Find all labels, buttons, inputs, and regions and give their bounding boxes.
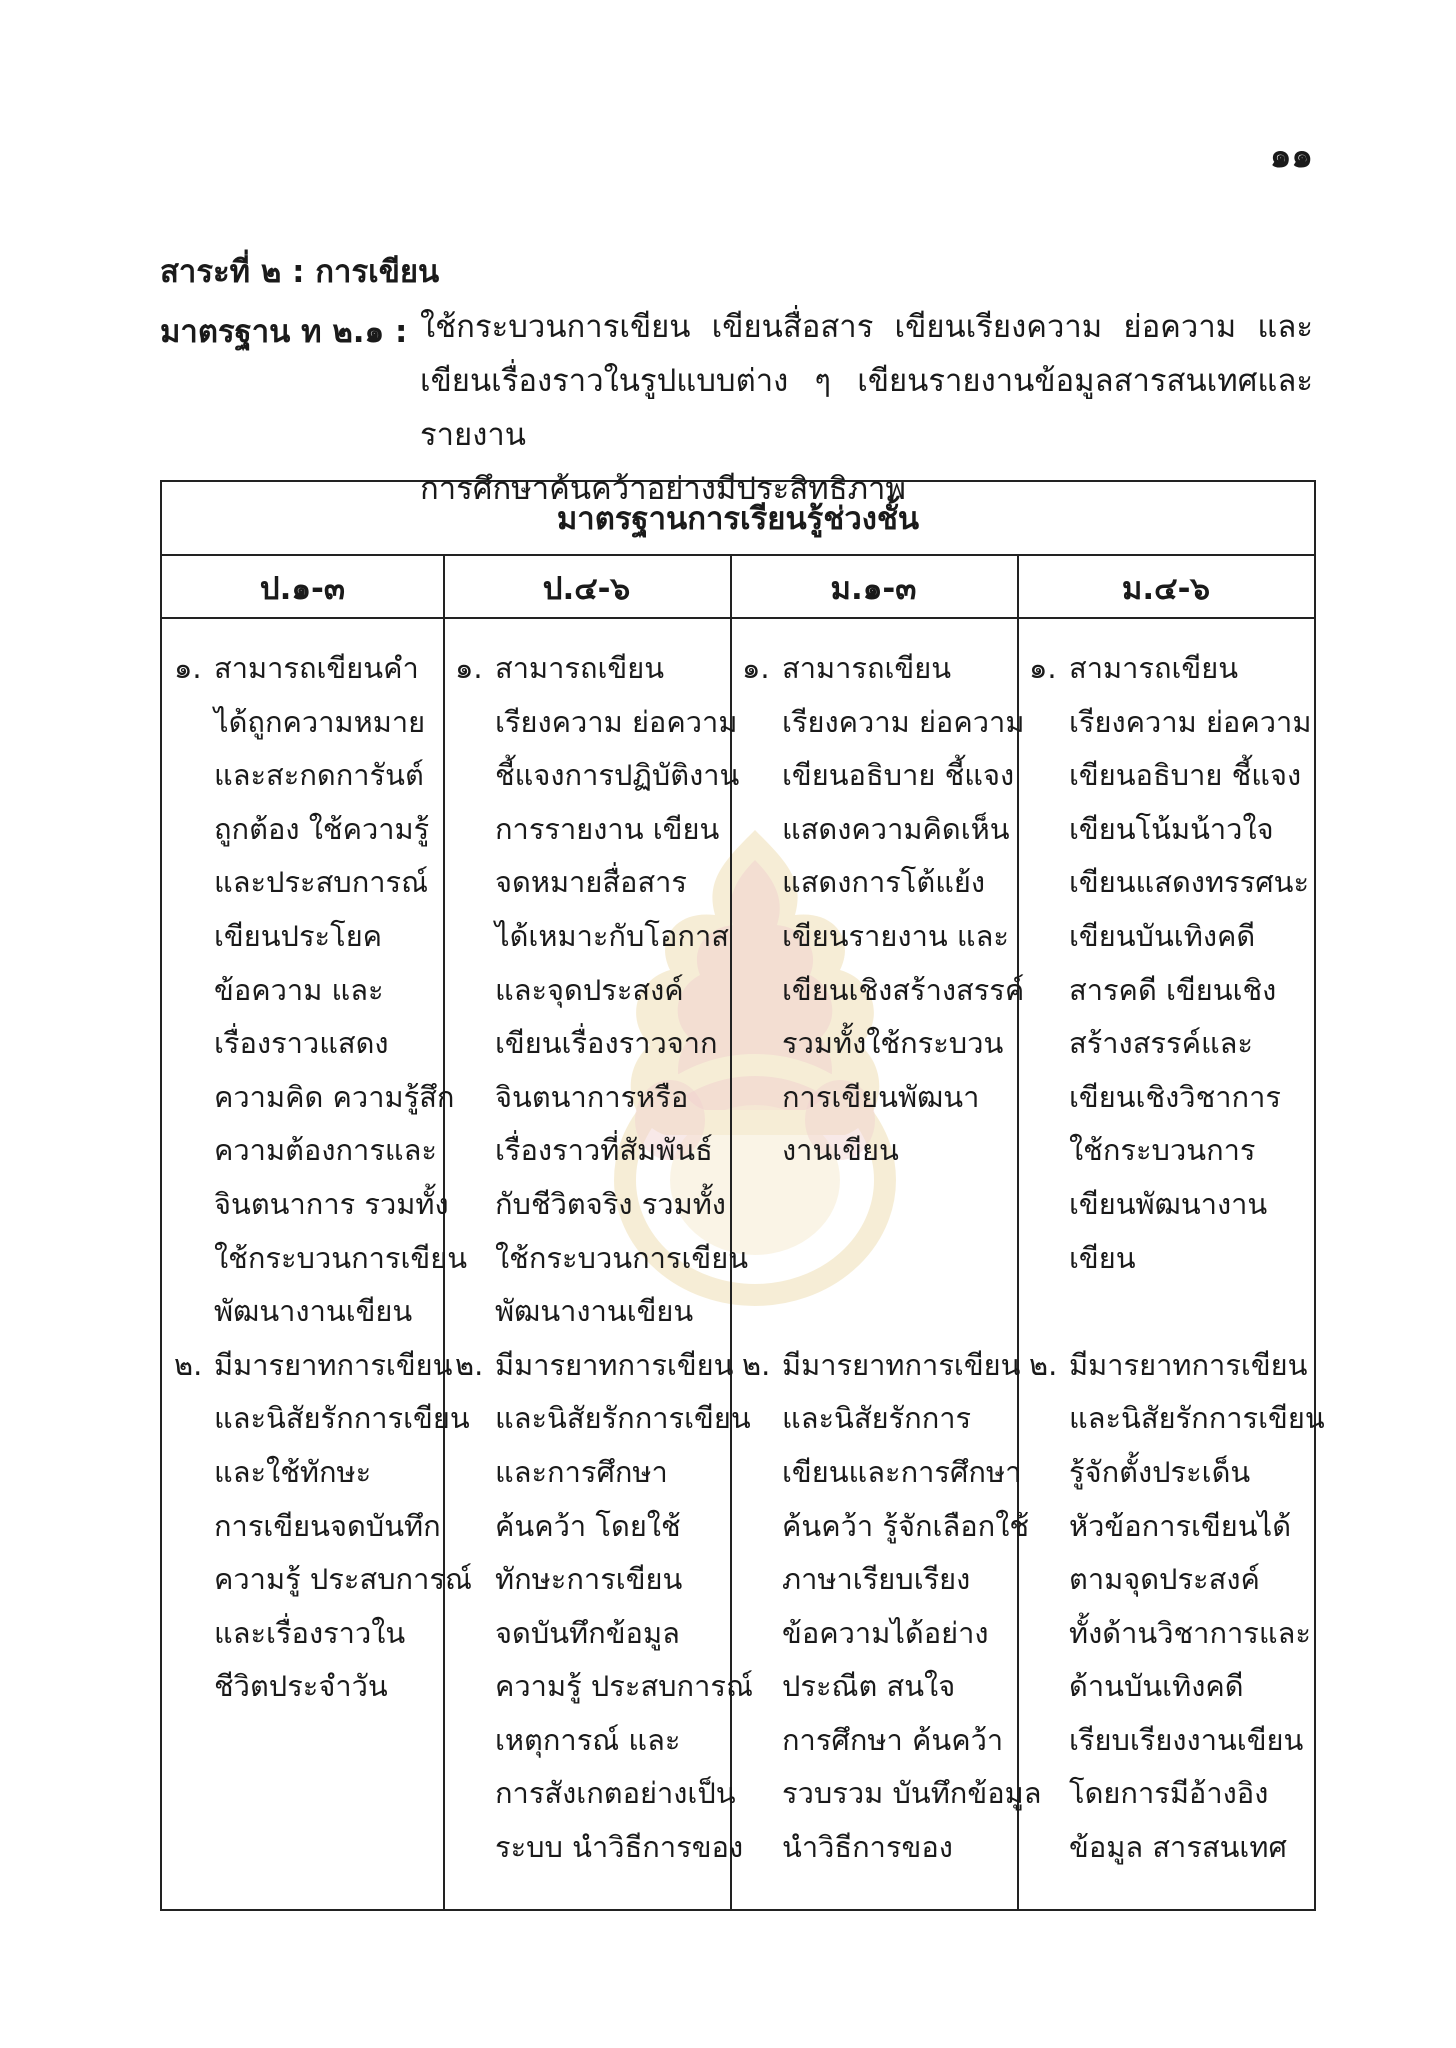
cell-line: เรื่องราวที่สัมพันธ์ bbox=[495, 1133, 713, 1168]
cell-line: มีมารยาทการเขียน bbox=[782, 1347, 1021, 1382]
cell-line: ถูกต้อง ใช้ความรู้ bbox=[214, 811, 430, 846]
section-title: สาระที่ ๒ : การเขียน bbox=[160, 254, 440, 290]
cell-line: การสังเกตอย่างเป็น bbox=[495, 1776, 736, 1811]
column-cell bbox=[730, 642, 1042, 1875]
cell-line: เขียน bbox=[1069, 1240, 1136, 1275]
list-item bbox=[1017, 1339, 1325, 1875]
column-header: ป.๔-๖ bbox=[542, 570, 631, 607]
cell-line: ค้นคว้า รู้จักเลือกใช้ bbox=[782, 1508, 1030, 1543]
cell-line: สามารถเขียน bbox=[495, 651, 665, 685]
list-item bbox=[1017, 642, 1315, 1285]
cell-line: เขียนและการศึกษา bbox=[782, 1454, 1022, 1489]
column-cell bbox=[1017, 642, 1325, 1875]
list-item bbox=[730, 1339, 1042, 1875]
cell-line: ประณีต สนใจ bbox=[782, 1669, 956, 1704]
cell-line: สามารถเขียน bbox=[1069, 651, 1239, 685]
cell-line: จดหมายสื่อสาร bbox=[495, 865, 688, 900]
cell-line: การศึกษา ค้นคว้า bbox=[782, 1722, 1004, 1757]
item-number: ๒. bbox=[1029, 1347, 1058, 1382]
item-number: ๑. bbox=[455, 651, 483, 685]
cell-line: จินตนาการ รวมทั้ง bbox=[214, 1186, 449, 1221]
cell-line: แสดงการโต้แย้ง bbox=[782, 865, 986, 900]
cell-line: รวมทั้งใช้กระบวน bbox=[782, 1026, 1004, 1061]
cell-line: ทักษะการเขียน bbox=[495, 1562, 683, 1597]
cell-line: รู้จักตั้งประเด็น bbox=[1069, 1454, 1251, 1489]
list-item bbox=[443, 1339, 753, 1875]
cell-line: และนิสัยรักการเขียน bbox=[1069, 1401, 1325, 1436]
item-number: ๒. bbox=[174, 1347, 203, 1382]
standard-line: ใช้กระบวนการเขียน เขียนสื่อสาร เขียนเรียงความ ย่อความ และ bbox=[420, 309, 1313, 345]
cell-line: เรียงความ ย่อความ bbox=[495, 704, 738, 739]
cell-line: ใช้กระบวนการเขียน bbox=[495, 1240, 749, 1275]
cell-line: และนิสัยรักการเขียน bbox=[495, 1401, 751, 1436]
cell-line: เรียบเรียงงานเขียน bbox=[1069, 1722, 1304, 1757]
list-item bbox=[162, 642, 468, 1339]
cell-line: ได้เหมาะกับโอกาส bbox=[495, 918, 729, 953]
item-number: ๒. bbox=[742, 1347, 771, 1382]
cell-line: และจุดประสงค์ bbox=[495, 972, 684, 1007]
cell-line: ข้อความได้อย่าง bbox=[782, 1615, 989, 1650]
cell-line: เขียนเชิงวิชาการ bbox=[1069, 1079, 1281, 1114]
standards-table bbox=[160, 480, 1325, 1911]
cell-line: เขียนอธิบาย ชี้แจง bbox=[782, 758, 1015, 793]
cell-line: พัฒนางานเขียน bbox=[214, 1294, 413, 1329]
column-header: ม.๑-๓ bbox=[830, 570, 917, 607]
cell-line: เขียนบันเทิงคดี bbox=[1069, 918, 1256, 953]
cell-line: และประสบการณ์ bbox=[214, 865, 429, 900]
standard-label: มาตรฐาน ท ๒.๑ : bbox=[160, 314, 408, 350]
cell-line: เขียนรายงาน และ bbox=[782, 918, 1009, 953]
list-item bbox=[443, 642, 749, 1339]
cell-line: งานเขียน bbox=[782, 1133, 899, 1168]
cell-line: กับชีวิตจริง รวมทั้ง bbox=[495, 1186, 726, 1221]
cell-line: และนิสัยรักการเขียน bbox=[214, 1401, 470, 1436]
cell-line: ข้อมูล สารสนเทศ bbox=[1069, 1830, 1287, 1865]
cell-line: เขียนโน้มน้าวใจ bbox=[1069, 811, 1274, 846]
cell-line: เรียงความ ย่อความ bbox=[1069, 704, 1312, 739]
cell-line: สารคดี เขียนเชิง bbox=[1069, 972, 1277, 1007]
cell-line: ชีวิตประจำวัน bbox=[214, 1669, 388, 1704]
cell-line: จินตนาการหรือ bbox=[495, 1079, 689, 1114]
cell-line: ด้านบันเทิงคดี bbox=[1069, 1669, 1244, 1704]
cell-line: และใช้ทักษะ bbox=[214, 1454, 372, 1489]
standard-line: การศึกษาค้นคว้าอย่างมีประสิทธิภาพ bbox=[420, 471, 906, 507]
cell-line: ข้อความ และ bbox=[214, 972, 384, 1007]
cell-line: โดยการมีอ้างอิง bbox=[1069, 1776, 1269, 1811]
cell-line: ใช้กระบวนการ bbox=[1069, 1133, 1256, 1168]
cell-line: ชี้แจงการปฏิบัติงาน bbox=[495, 758, 740, 793]
cell-line: แสดงความคิดเห็น bbox=[782, 811, 1010, 846]
cell-line: ความคิด ความรู้สึก bbox=[214, 1079, 455, 1114]
cell-line: ค้นคว้า โดยใช้ bbox=[495, 1508, 681, 1543]
cell-line: เรียงความ ย่อความ bbox=[782, 704, 1025, 739]
cell-line: สามารถเขียน bbox=[782, 651, 952, 685]
cell-line: ความรู้ ประสบการณ์ bbox=[495, 1669, 753, 1704]
cell-line: มีมารยาทการเขียน bbox=[495, 1347, 734, 1382]
cell-line: การเขียนพัฒนา bbox=[782, 1079, 980, 1114]
cell-line: เขียนอธิบาย ชี้แจง bbox=[1069, 758, 1302, 793]
cell-line: ความต้องการและ bbox=[214, 1133, 437, 1168]
cell-line: สามารถเขียนคำ bbox=[214, 651, 419, 685]
cell-line: เขียนแสดงทรรศนะ bbox=[1069, 865, 1310, 900]
cell-line: และการศึกษา bbox=[495, 1454, 668, 1489]
cell-line: มีมารยาทการเขียน bbox=[214, 1347, 453, 1382]
cell-line: ภาษาเรียบเรียง bbox=[782, 1562, 971, 1597]
cell-line: ได้ถูกความหมาย bbox=[214, 704, 426, 739]
cell-line: ทั้งด้านวิชาการและ bbox=[1069, 1615, 1311, 1650]
item-number: ๒. bbox=[455, 1347, 484, 1382]
cell-line: ระบบ นำวิธีการของ bbox=[495, 1830, 744, 1865]
item-number: ๑. bbox=[742, 651, 770, 685]
cell-line: เขียนประโยค bbox=[214, 918, 383, 953]
cell-line: รวบรวม บันทึกข้อมูล bbox=[782, 1776, 1042, 1811]
list-item bbox=[730, 642, 1025, 1178]
cell-line: เหตุการณ์ และ bbox=[495, 1722, 681, 1757]
cell-line: สร้างสรรค์และ bbox=[1069, 1026, 1254, 1061]
list-item bbox=[162, 1339, 472, 1714]
cell-line: และเรื่องราวใน bbox=[214, 1615, 406, 1650]
cell-line: การรายงาน เขียน bbox=[495, 811, 720, 846]
item-number: ๑. bbox=[1029, 651, 1057, 685]
cell-line: เรื่องราวแสดง bbox=[214, 1026, 389, 1061]
column-header: ม.๔-๖ bbox=[1121, 570, 1211, 607]
cell-line: ใช้กระบวนการเขียน bbox=[214, 1240, 468, 1275]
cell-line: มีมารยาทการเขียน bbox=[1069, 1347, 1308, 1382]
cell-line: นำวิธีการของ bbox=[782, 1830, 953, 1865]
table-title: มาตรฐานการเรียนรู้ช่วงชั้น bbox=[162, 482, 1314, 556]
item-number: ๑. bbox=[174, 651, 202, 685]
page-number: ๑๑ bbox=[1269, 136, 1313, 176]
cell-line: ความรู้ ประสบการณ์ bbox=[214, 1562, 472, 1597]
cell-line: และนิสัยรักการ bbox=[782, 1401, 972, 1436]
cell-line: ตามจุดประสงค์ bbox=[1069, 1562, 1260, 1597]
cell-line: เขียนเชิงสร้างสรรค์ bbox=[782, 972, 1025, 1007]
column-header: ป.๑-๓ bbox=[259, 570, 346, 607]
cell-line: เขียนเรื่องราวจาก bbox=[495, 1026, 718, 1061]
column-cell bbox=[162, 642, 472, 1714]
cell-line: เขียนพัฒนางาน bbox=[1069, 1186, 1268, 1221]
cell-line: หัวข้อการเขียนได้ bbox=[1069, 1508, 1292, 1543]
cell-line: พัฒนางานเขียน bbox=[495, 1294, 694, 1329]
cell-line: การเขียนจดบันทึก bbox=[214, 1508, 441, 1543]
standard-line: เขียนเรื่องราวในรูปแบบต่าง ๆ เขียนรายงานข้อมูลสารสนเทศและรายงาน bbox=[420, 363, 1313, 453]
column-cell bbox=[443, 642, 753, 1875]
cell-line: จดบันทึกข้อมูล bbox=[495, 1615, 680, 1650]
cell-line: และสะกดการันต์ bbox=[214, 758, 424, 793]
